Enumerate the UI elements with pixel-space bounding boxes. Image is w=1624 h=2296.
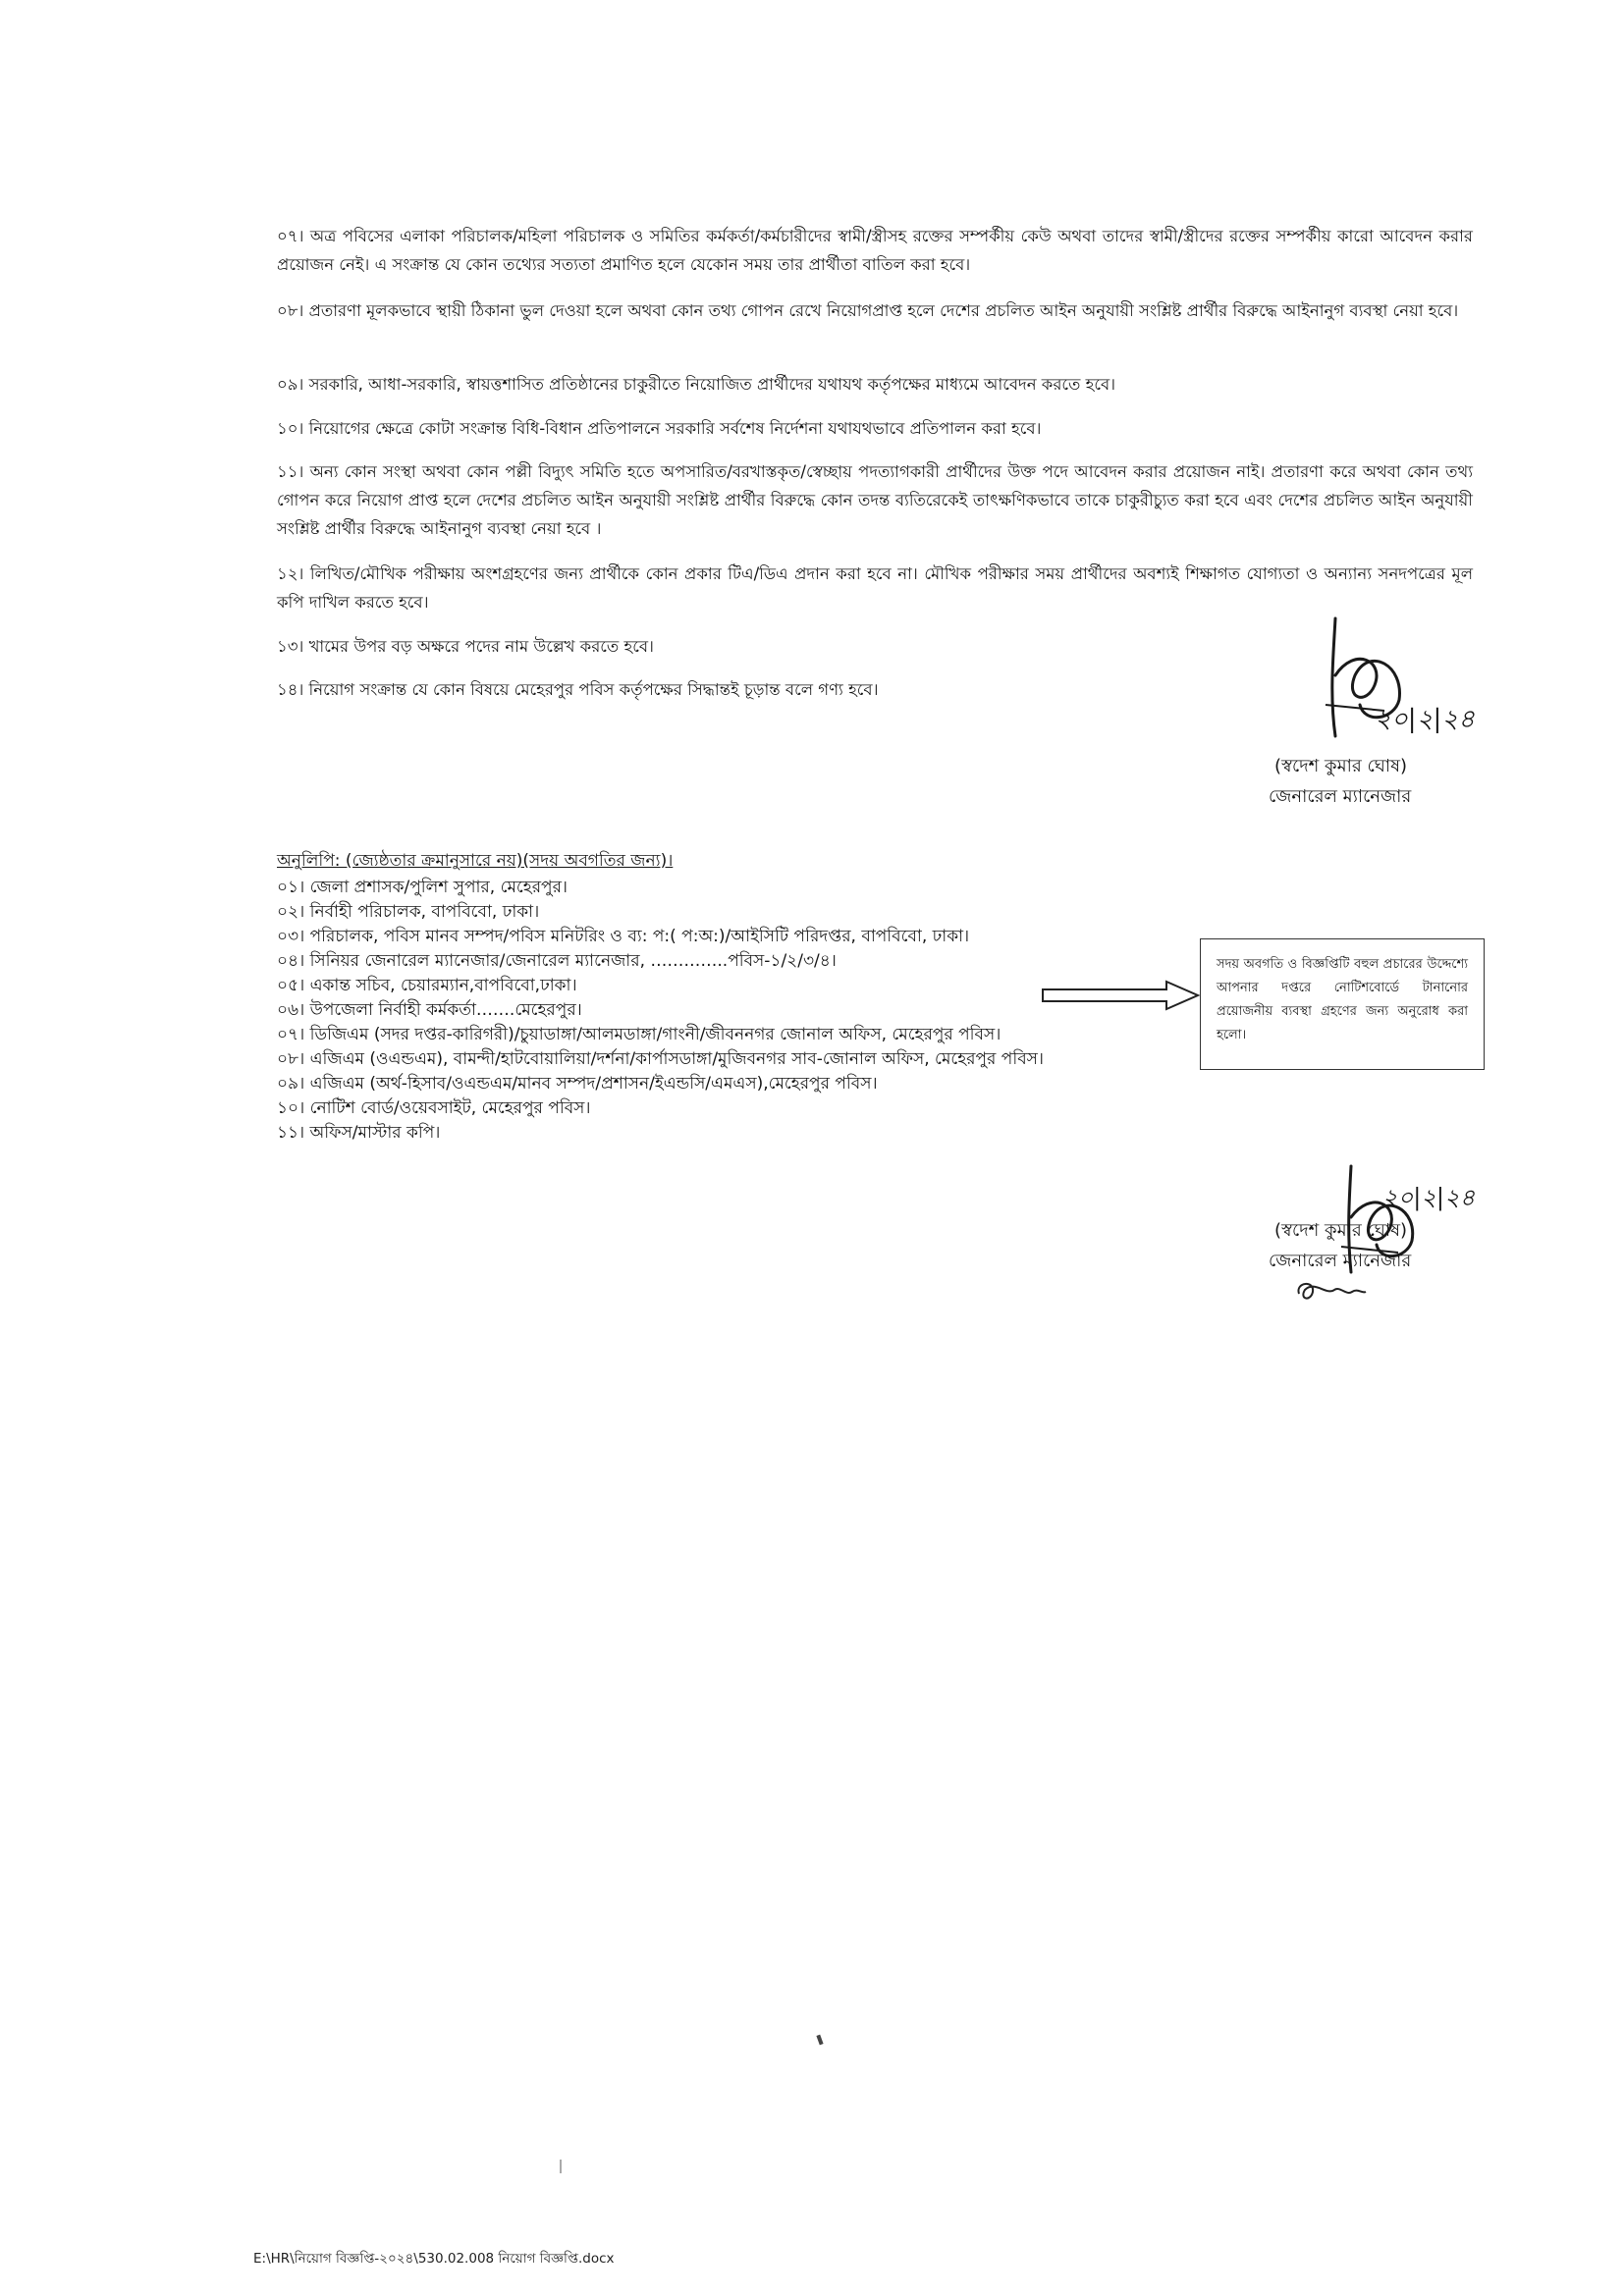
list-item: ০৫। একান্ত সচিব, চেয়ারম্যান,বাপবিবো,ঢাকা। <box>277 976 577 995</box>
signatory-designation: জেনারেল ম্যানেজার <box>1269 786 1412 807</box>
signatory-name: (স্বদেশ কুমার ঘোষ) <box>1274 756 1408 776</box>
cc-heading: অনুলিপি: (জ্যেষ্ঠতার ক্রমানুসারে নয়)(সদয় অবগতির জন্য)। <box>277 851 674 871</box>
list-item: ০১। জেলা প্রশাসক/পুলিশ সুপার, মেহেরপুর। <box>277 878 568 897</box>
list-item: ০৭। ডিজিএম (সদর দপ্তর-কারিগরী)/চুয়াডাঙ্গা/আলমডাঙ্গা/গাংনী/জীবননগর জোনাল অফিস, মেহেরপুর পবিস। <box>277 1025 1001 1044</box>
list-item: ১০। নোটিশ বোর্ড/ওয়েবসাইট, মেহেরপুর পবিস। <box>277 1098 591 1118</box>
clause-12: ১২। লিখিত/মৌখিক পরীক্ষায় অংশগ্রহণের জন্য প্রার্থীকে কোন প্রকার টিএ/ডিএ প্রদান করা হবে না। মৌখিক পরীক্ষার সময় প্রার্থীদের অবশ্যই শিক্ষাগত যোগ্যতা ও অন্যান্য সনদপত্রের মূল কপি দাখিল করতে হবে। <box>277 564 1473 612</box>
arrow-right-icon <box>1041 978 1203 1013</box>
list-item: ০৩। পরিচালক, পবিস মানব সম্পদ/পবিস মনিটরিং ও ব্য: প:( প:অ:)/আইসিটি পরিদপ্তর, বাপবিবো, ঢাকা। <box>277 927 970 946</box>
list-item: ০৬। উপজেলা নির্বাহী কর্মকর্তা…….মেহেরপুর। <box>277 1000 582 1020</box>
clause-11: ১১। অন্য কোন সংস্থা অথবা কোন পল্লী বিদ্যুৎ সমিতি হতে অপসারিত/বরখাস্তকৃত/স্বেচ্ছায় পদত্যাগকারী প্রার্থীদের উক্ত পদে আবেদন করার প্রয়োজন নাই। প্রতারণা করে অথবা কোন তথ্য গোপন করে নিয়োগ প্রাপ্ত হলে দেশের প্রচলিত আইন অনুযায়ী সংশ্লিষ্ট প্রার্থীর বিরুদ্ধে কোন তদন্ত ব্যতিরেকেই তাৎক্ষণিকভাবে তাকে চাকুরীচ্যুত করা হবে এবং দেশের প্রচলিত আইন অনুযায়ী সংশ্লিষ্ট প্রার্থীর বিরুদ্ধে আইনানুগ ব্যবস্থা নেয়া হবে । <box>277 462 1473 538</box>
signatory-designation: জেনারেল ম্যানেজার <box>1269 1251 1412 1271</box>
list-item: ১১। অফিস/মাস্টার কপি। <box>277 1123 441 1143</box>
clause-10: ১০। নিয়োগের ক্ষেত্রে কোটা সংক্রান্ত বিধি-বিধান প্রতিপালনে সরকারি সর্বশেষ নির্দেশনা যথাযথভাবে প্রতিপালন করা হবে। <box>277 419 1042 438</box>
clause-08: ০৮। প্রতারণা মূলকভাবে স্থায়ী ঠিকানা ভুল দেওয়া হলে অথবা কোন তথ্য গোপন রেখে নিয়োগপ্রাপ্ত হলে দেশের প্রচলিত আইন অনুযায়ী সংশ্লিষ্ট প্রার্থীর বিরুদ্ধে আইনানুগ ব্যবস্থা নেয়া হবে। <box>277 301 1459 320</box>
signature-block-2 <box>1269 1215 1494 1276</box>
note-box: সদয় অবগতি ও বিজ্ঞপ্তিটি বহুল প্রচারের উদ্দেশ্যে আপনার দপ্তরে নোটিশবোর্ডে টানানোর প্রয়োজনীয় ব্যবস্থা গ্রহণের জন্য অনুরোধ করা হলো। <box>1200 938 1485 1070</box>
clause-13: ১৩। খামের উপর বড় অক্ষরে পদের নাম উল্লেখ করতে হবে। <box>277 637 654 656</box>
initial-handwritten <box>1291 1276 1370 1306</box>
signature-date: ২০|২|২৪ <box>1382 1184 1476 1211</box>
file-path-footer: E:\HR\নিয়োগ বিজ্ঞপ্তি-২০২৪\530.02.008 নিয়োগ বিজ্ঞপ্তি.docx <box>253 2251 615 2267</box>
list-item: ০৪। সিনিয়র জেনারেল ম্যানেজার/জেনারেল ম্যানেজার, …………..পবিস-১/২/৩/৪। <box>277 951 837 971</box>
clause-09: ০৯। সরকারি, আধা-সরকারি, স্বায়ত্তশাসিত প্রতিষ্ঠানের চাকুরীতে নিয়োজিত প্রার্থীদের যথাযথ কর্তৃপক্ষের মাধ্যমে আবেদন করতে হবে। <box>277 375 1116 394</box>
list-item: ০৮। এজিএম (ওএন্ডএম), বামন্দী/হাটবোয়ালিয়া/দর্শনা/কার্পাসডাঙ্গা/মুজিবনগর সাব-জোনাল অফিস, মেহেরপুর পবিস। <box>277 1049 1044 1069</box>
list-item: ০২। নির্বাহী পরিচালক, বাপবিবো, ঢাকা। <box>277 902 540 922</box>
clause-07: ০৭। অত্র পবিসের এলাকা পরিচালক/মহিলা পরিচালক ও সমিতির কর্মকর্তা/কর্মচারীদের স্বামী/স্ত্রীসহ রক্তের সম্পর্কীয় কেউ অথবা তাদের স্বামী/স্ত্রীদের রক্তের সম্পর্কীয় কারো আবেদন করার প্রয়োজন নেই। এ সংক্রান্ত যে কোন তথ্যের সত্যতা প্রমাণিত হলে যেকোন সময় তার প্রার্থীতা বাতিল করা হবে। <box>277 227 1473 274</box>
signature-block-1 <box>1269 751 1494 812</box>
clause-14: ১৪। নিয়োগ সংক্রান্ত যে কোন বিষয়ে মেহেরপুর পবিস কর্তৃপক্ষের সিদ্ধান্তই চূড়ান্ত বলে গণ্য হবে। <box>277 680 879 699</box>
cc-list <box>277 876 1044 1146</box>
scan-speck <box>560 2160 562 2173</box>
signatory-name: (স্বদেশ কুমার ঘোষ) <box>1274 1220 1408 1241</box>
scan-speck <box>816 2035 823 2046</box>
list-item: ০৯। এজিএম (অর্থ-হিসাব/ওএন্ডএম/মানব সম্পদ/প্রশাসন/ইএন্ডসি/এমএস),মেহেরপুর পবিস। <box>277 1074 878 1094</box>
signature-date: ২০|২|২৪ <box>1375 705 1476 734</box>
